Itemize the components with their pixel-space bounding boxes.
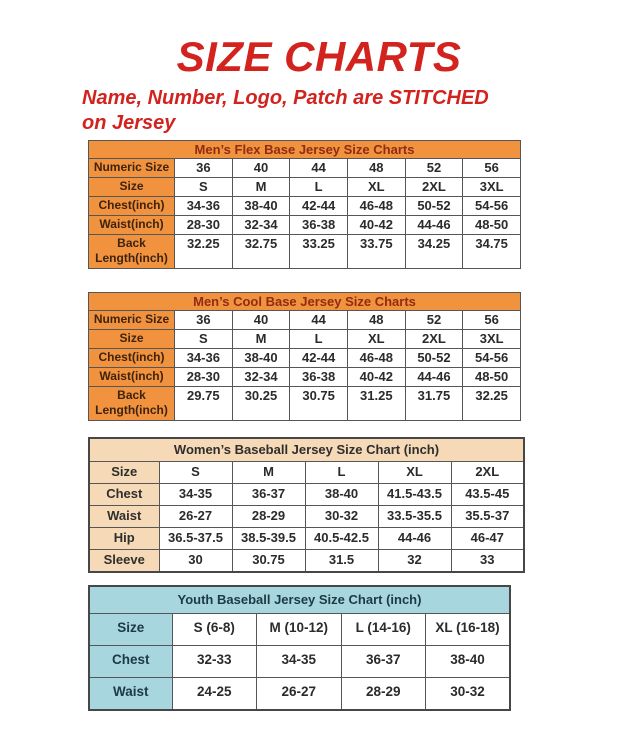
row-label: Chest [89, 484, 159, 506]
value-cell: 32-34 [232, 368, 290, 387]
value-cell: 40 [232, 311, 290, 330]
row-label: Size [89, 178, 175, 197]
value-cell: 36.5-37.5 [159, 528, 232, 550]
table-row [89, 678, 510, 711]
value-cell: 54-56 [463, 197, 521, 216]
value-cell: M [232, 178, 290, 197]
row-label: Chest(inch) [89, 197, 175, 216]
row-label: Hip [89, 528, 159, 550]
row-label: Sleeve [89, 550, 159, 573]
table-row [89, 506, 524, 528]
row-label: Numeric Size [89, 311, 175, 330]
value-cell: 48-50 [463, 368, 521, 387]
value-cell: 32 [378, 550, 451, 573]
value-cell: 3XL [463, 330, 521, 349]
value-cell: 44-46 [378, 528, 451, 550]
value-cell: 30 [159, 550, 232, 573]
value-cell: 44-46 [405, 368, 463, 387]
value-cell: 32.75 [232, 235, 290, 269]
row-label: Chest(inch) [89, 349, 175, 368]
value-cell: 34-36 [175, 197, 233, 216]
value-cell: 32-33 [172, 646, 257, 678]
value-cell: 31.75 [405, 387, 463, 421]
value-cell: 34.75 [463, 235, 521, 269]
value-cell: 32-34 [232, 216, 290, 235]
value-cell: 2XL [451, 462, 524, 484]
value-cell: 34-36 [175, 349, 233, 368]
value-cell: S (6-8) [172, 614, 257, 646]
table-title-row [89, 438, 524, 462]
table-row [89, 330, 521, 349]
value-cell: 2XL [405, 178, 463, 197]
stitched-note-line-2: on Jersey [82, 111, 176, 134]
value-cell: M [232, 330, 290, 349]
value-cell: 31.25 [347, 387, 405, 421]
womens-baseball-size-table [88, 437, 525, 573]
table-row [89, 197, 521, 216]
table-row [89, 235, 521, 269]
value-cell: 48 [347, 311, 405, 330]
value-cell: 34-35 [159, 484, 232, 506]
womens-table-title: Women’s Baseball Jersey Size Chart (inch) [89, 438, 524, 462]
value-cell: 40-42 [347, 368, 405, 387]
table-row [89, 614, 510, 646]
mens-cool-base-size-table [88, 292, 521, 421]
value-cell: 40-42 [347, 216, 405, 235]
value-cell: 28-30 [175, 216, 233, 235]
value-cell: 40 [232, 159, 290, 178]
value-cell: 42-44 [290, 197, 348, 216]
value-cell: 38.5-39.5 [232, 528, 305, 550]
value-cell: L [290, 178, 348, 197]
value-cell: 54-56 [463, 349, 521, 368]
value-cell: XL (16-18) [426, 614, 511, 646]
value-cell: M [232, 462, 305, 484]
row-label: Waist(inch) [89, 216, 175, 235]
row-label: Waist(inch) [89, 368, 175, 387]
row-label: Size [89, 462, 159, 484]
row-label: Size [89, 614, 172, 646]
value-cell: 40.5-42.5 [305, 528, 378, 550]
value-cell: 36-37 [232, 484, 305, 506]
value-cell: 28-29 [232, 506, 305, 528]
youth-table-title: Youth Baseball Jersey Size Chart (inch) [89, 586, 510, 614]
value-cell: 32.25 [175, 235, 233, 269]
value-cell: 46-48 [347, 197, 405, 216]
table-row [89, 550, 524, 573]
row-label: Waist [89, 506, 159, 528]
value-cell: 44-46 [405, 216, 463, 235]
value-cell: L [290, 330, 348, 349]
table-row [89, 178, 521, 197]
value-cell: 28-30 [175, 368, 233, 387]
value-cell: 38-40 [232, 349, 290, 368]
value-cell: 34-35 [257, 646, 342, 678]
value-cell: M (10-12) [257, 614, 342, 646]
value-cell: 32.25 [463, 387, 521, 421]
value-cell: 29.75 [175, 387, 233, 421]
value-cell: 3XL [463, 178, 521, 197]
value-cell: 44 [290, 311, 348, 330]
value-cell: 33 [451, 550, 524, 573]
value-cell: 41.5-43.5 [378, 484, 451, 506]
value-cell: 28-29 [341, 678, 426, 711]
value-cell: 52 [405, 311, 463, 330]
row-label: Waist [89, 678, 172, 711]
value-cell: 33.25 [290, 235, 348, 269]
value-cell: 44 [290, 159, 348, 178]
value-cell: 36-38 [290, 368, 348, 387]
value-cell: 36 [175, 159, 233, 178]
table-row [89, 349, 521, 368]
table-row [89, 368, 521, 387]
mens-flex-table-title: Men’s Flex Base Jersey Size Charts [89, 141, 521, 159]
value-cell: 56 [463, 159, 521, 178]
value-cell: 50-52 [405, 349, 463, 368]
value-cell: 30.75 [232, 550, 305, 573]
value-cell: 33.5-35.5 [378, 506, 451, 528]
value-cell: 34.25 [405, 235, 463, 269]
value-cell: 46-47 [451, 528, 524, 550]
value-cell: 30.75 [290, 387, 348, 421]
value-cell: 35.5-37 [451, 506, 524, 528]
stitched-note-line-1: Name, Number, Logo, Patch are STITCHED [82, 87, 489, 109]
page-title: SIZE CHARTS [176, 33, 462, 80]
value-cell: 56 [463, 311, 521, 330]
table-title-row [89, 586, 510, 614]
row-label: Back Length(inch) [89, 387, 175, 421]
value-cell: 2XL [405, 330, 463, 349]
value-cell: 48-50 [463, 216, 521, 235]
value-cell: 50-52 [405, 197, 463, 216]
mens-cool-table-title: Men’s Cool Base Jersey Size Charts [89, 293, 521, 311]
table-title-row [89, 293, 521, 311]
row-label: Back Length(inch) [89, 235, 175, 269]
stitched-note [82, 86, 552, 136]
value-cell: 43.5-45 [451, 484, 524, 506]
value-cell: S [159, 462, 232, 484]
value-cell: 26-27 [257, 678, 342, 711]
table-row [89, 484, 524, 506]
value-cell: 48 [347, 159, 405, 178]
value-cell: 42-44 [290, 349, 348, 368]
table-row [89, 387, 521, 421]
table-title-row [89, 141, 521, 159]
row-label: Numeric Size [89, 159, 175, 178]
row-label: Size [89, 330, 175, 349]
table-row [89, 311, 521, 330]
table-row [89, 159, 521, 178]
value-cell: 30-32 [305, 506, 378, 528]
value-cell: 36 [175, 311, 233, 330]
value-cell: XL [347, 330, 405, 349]
value-cell: 36-38 [290, 216, 348, 235]
table-row [89, 528, 524, 550]
value-cell: 31.5 [305, 550, 378, 573]
table-row [89, 462, 524, 484]
value-cell: 38-40 [232, 197, 290, 216]
value-cell: S [175, 330, 233, 349]
table-row [89, 216, 521, 235]
mens-flex-base-size-table [88, 140, 521, 269]
value-cell: 30-32 [426, 678, 511, 711]
value-cell: 52 [405, 159, 463, 178]
value-cell: L [305, 462, 378, 484]
value-cell: XL [378, 462, 451, 484]
value-cell: 38-40 [305, 484, 378, 506]
value-cell: 26-27 [159, 506, 232, 528]
value-cell: 30.25 [232, 387, 290, 421]
value-cell: 38-40 [426, 646, 511, 678]
value-cell: 33.75 [347, 235, 405, 269]
value-cell: 46-48 [347, 349, 405, 368]
value-cell: 24-25 [172, 678, 257, 711]
value-cell: L (14-16) [341, 614, 426, 646]
youth-baseball-size-table [88, 585, 511, 711]
value-cell: 36-37 [341, 646, 426, 678]
value-cell: XL [347, 178, 405, 197]
table-row [89, 646, 510, 678]
value-cell: S [175, 178, 233, 197]
row-label: Chest [89, 646, 172, 678]
